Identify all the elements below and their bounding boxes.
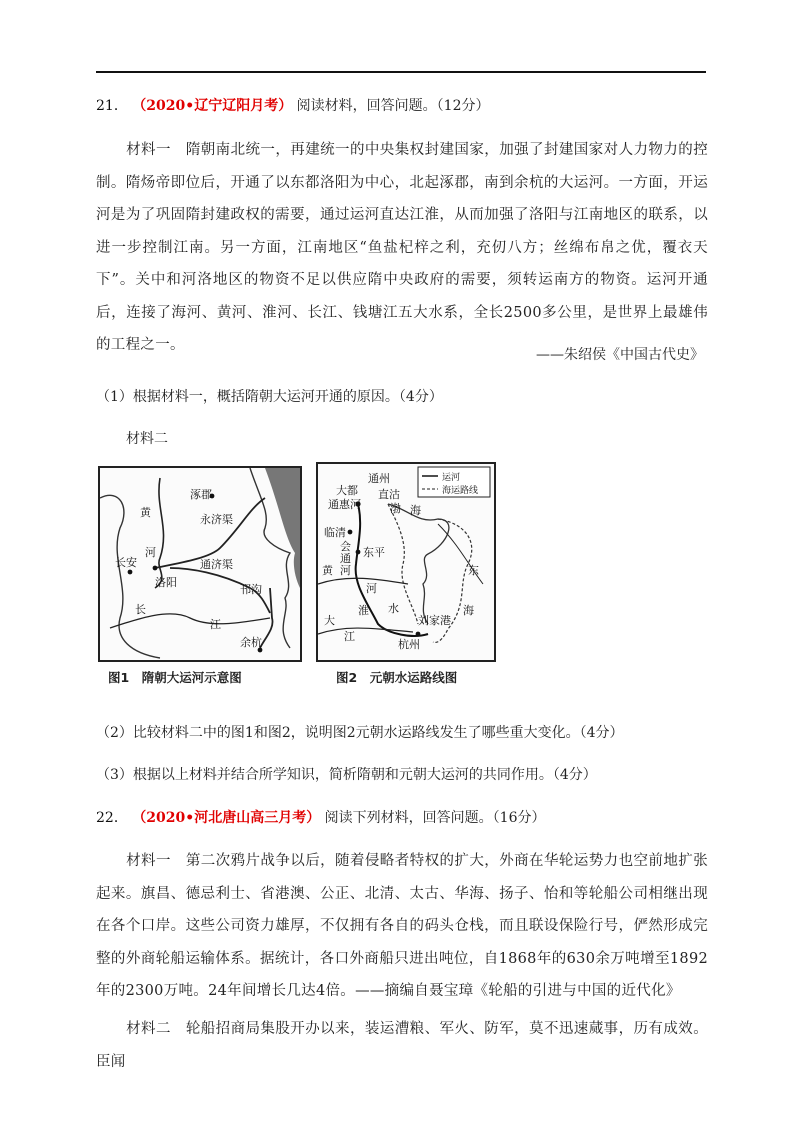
map-yuan-water-routes: [316, 462, 496, 662]
q21-prompt: 阅读材料，回答问题。（12分）: [296, 98, 490, 114]
map1-label-he: 河: [145, 546, 156, 559]
map1-label-luoyang: 洛阳: [155, 576, 177, 589]
q22-prompt: 阅读下列材料，回答问题。（16分）: [324, 810, 546, 826]
map2-label-zhigu: 直沽: [378, 488, 400, 501]
map2-label-dadu: 大都: [336, 484, 358, 497]
q21-material1-citation: ——朱绍侯《中国古代史》: [536, 347, 704, 363]
q21-subquestion-1: （1）根据材料一，概括隋朝大运河开通的原因。（4分）: [96, 389, 443, 405]
map2-label-hai2: 海: [463, 604, 474, 617]
map1-label-yongjiqu: 永济渠: [200, 513, 233, 526]
map1-label-yuhang: 余杭: [240, 636, 262, 649]
q21-material2-label: 材料二: [126, 431, 168, 447]
q21-source: （2020•辽宁辽阳月考）: [132, 98, 293, 114]
map2-label-dong: 东: [468, 564, 479, 577]
map2-caption: 图2 元朝水运路线图: [336, 670, 458, 685]
map2-label-hai: 海: [410, 504, 421, 517]
map-sui-grand-canal: [98, 466, 302, 662]
map-sui-svg: [100, 468, 300, 660]
q21-material1-text: 材料一 隋朝南北统一，再建统一的中央集权封建国家，加强了封建国家对人力物力的控制。隋炀帝即位后，开通了以东都洛阳为中心，北起涿郡，南到余杭的大运河。一方面，开运河是为了巩固隋封建政权的需要，通过运河直达江淮，从而加强了洛阳与江南地区的联系，以进一步控制江南。另一方面，江南地区“鱼盐杞梓之利，充仞八方；丝绵布帛之优，覆衣天下”。关中和河洛地区的物资不足以供应隋中央政府的需要，须转运南方的物资。运河开通后，连接了海河、黄河、淮河、长江、钱塘江五大水系，全长2500多公里，是世界上最雄伟的工程之一。: [96, 142, 708, 353]
map2-label-tongzhou: 通州: [368, 472, 390, 485]
map2-label-hangzhou: 杭州: [398, 638, 420, 651]
q21-subquestion-3: （3）根据以上材料并结合所学知识，简析隋朝和元朝大运河的共同作用。（4分）: [96, 767, 597, 783]
q21-material1: [96, 134, 708, 362]
q22-material1-text: 材料一 第二次鸦片战争以后，随着侵略者特权的扩大，外商在华轮运势力也空前地扩张起来。旗昌、德忌利士、省港澳、公正、北清、太古、华海、扬子、怡和等轮船公司相继出现在各个口岸。这些公司资力雄厚，不仅拥有各自的码头仓栈，而且联设保险行号，俨然形成完整的外商轮船运输体系。据统计，各口外商船只进出吨位，自1868年的630余万吨增至1892年的2300万吨。24年间增长几达4倍。——摘编自聂宝璋《轮船的引进与中国的近代化》: [96, 853, 708, 999]
q22-material1: [96, 845, 708, 1008]
map2-label-jiang: 江: [344, 630, 355, 643]
map2-label-huai: 淮: [358, 604, 369, 617]
q21-header: [96, 96, 489, 116]
map1-label-changan: 长安: [115, 556, 137, 569]
map2-label-hui: 会: [340, 540, 351, 553]
q22-material2: [96, 1013, 708, 1078]
map1-label-hangou: 邗沟: [240, 583, 262, 596]
q22-source: （2020•河北唐山高三月考）: [132, 810, 321, 826]
q22-number: 22．: [96, 810, 128, 826]
map2-label-bo: 渤: [390, 502, 401, 515]
map1-label-huang: 黄: [140, 506, 151, 519]
map2-label-he2: 河: [366, 582, 377, 595]
map2-label-linqing: 临清: [324, 526, 346, 539]
map2-label-huang: 黄: [322, 564, 333, 577]
q21-subquestion-2: （2）比较材料二中的图1和图2，说明图2元朝水运路线发生了哪些重大变化。（4分）: [96, 725, 624, 741]
map1-label-chang: 长: [135, 603, 146, 616]
map1-label-zhuojun: 涿郡: [190, 488, 212, 501]
map2-label-liujiagang: 刘家港: [418, 614, 451, 627]
q22-header: [96, 808, 545, 828]
top-rule: [96, 71, 706, 73]
q21-number: 21．: [96, 98, 128, 114]
map2-label-he: 河: [340, 564, 351, 577]
map2-legend-sea: 海运路线: [442, 486, 479, 496]
map2-label-shui: 水: [388, 602, 399, 615]
map2-label-dongping: 东平: [363, 546, 385, 559]
map1-caption: 图1 隋朝大运河示意图: [108, 670, 242, 685]
map2-label-tong: 通: [340, 552, 351, 565]
q22-material2-text: 材料二 轮船招商局集股开办以来，装运漕粮、军火、防军，莫不迅速蒇事，历有成效。臣闻: [96, 1021, 708, 1070]
map2-legend-canal: 运河: [442, 473, 461, 483]
map1-label-jiang: 江: [210, 618, 221, 631]
map2-label-da: 大: [324, 614, 335, 627]
map2-label-tonghuihe: 通惠河: [328, 498, 361, 511]
map-yuan-svg: [318, 464, 494, 660]
map1-label-tongjiqu: 通济渠: [200, 558, 233, 571]
